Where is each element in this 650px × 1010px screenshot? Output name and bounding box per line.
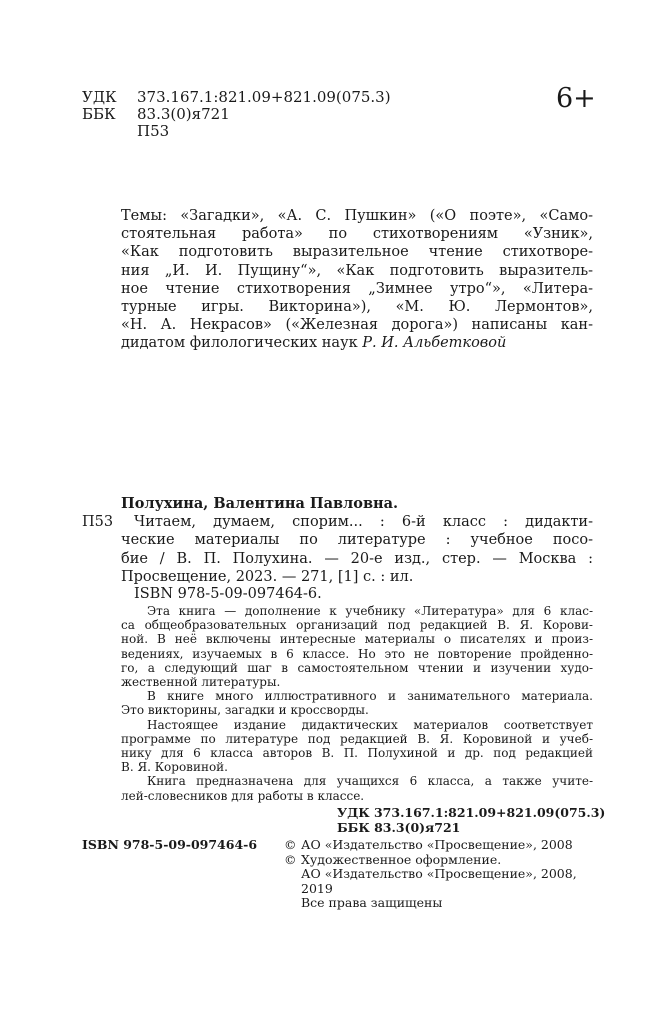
copyright-text: 2019	[301, 880, 333, 896]
copyright-line	[284, 896, 577, 911]
themes-line: «Как подготовить выразительное чтение стихотворе-	[121, 244, 593, 261]
annotation-line: программе по литературе под редакцией В. Я. Коровиной и учеб-	[121, 731, 593, 746]
udk-row	[82, 89, 391, 106]
record-author: Полухина, Валентина Павловна.	[121, 495, 399, 512]
author-mark: П53	[137, 122, 170, 140]
record-line: ческие материалы по литературе : учебное посо-	[121, 532, 593, 549]
copyright-text: АО «Издательство «Просвещение», 2008	[301, 837, 573, 852]
themes-line: Темы: «Загадки», «А. С. Пушкин» («О поэте», «Само-	[121, 208, 593, 224]
themes-author: Р. И. Альбетковой	[362, 335, 507, 352]
rights-reserved-text: Все права защищены	[301, 895, 443, 910]
copyright-line	[284, 867, 577, 882]
themes-paragraph	[121, 207, 593, 353]
themes-line-last	[121, 334, 593, 352]
bbk-row	[82, 106, 391, 123]
copyright-line	[284, 882, 577, 897]
themes-last-prefix: дидатом филологических наук	[121, 335, 363, 352]
copyright-icon: ©	[284, 851, 297, 867]
themes-line: турные игры. Викторина»), «М. Ю. Лермонтов»,	[121, 299, 593, 316]
annotation	[121, 604, 593, 803]
annotation-line: Это викторины, загадки и кроссворды.	[121, 703, 369, 718]
record-isbn: ISBN 978-5-09-097464-6.	[134, 586, 322, 602]
udk-value: 373.167.1:821.09+821.09(075.3)	[137, 88, 391, 106]
copyright-line	[284, 853, 577, 868]
annotation-line: са общеобразовательных организаций под редакцией В. Я. Корови-	[121, 618, 593, 633]
bbk-label: ББК	[82, 105, 116, 123]
copyright-icon: ©	[284, 837, 297, 852]
copyright-text: АО «Издательство «Просвещение», 2008,	[301, 866, 577, 881]
author-mark-row	[82, 123, 391, 140]
annotation-line: жественной литературы.	[121, 675, 281, 690]
record-line: бие / В. П. Полухина. — 20-е изд., стер. — Москва :	[121, 550, 593, 567]
bottom-classification	[337, 806, 605, 835]
copyright-block	[284, 838, 577, 911]
copyright-line	[284, 838, 577, 853]
age-rating: 6+	[556, 83, 596, 114]
footer-isbn: ISBN 978-5-09-097464-6	[82, 837, 258, 852]
record-description	[121, 513, 593, 586]
themes-line: «Н. А. Некрасов» («Железная дорога») написаны кан-	[121, 317, 593, 334]
bottom-udk: УДК 373.167.1:821.09+821.09(075.3)	[337, 805, 606, 820]
annotation-line: В книге много иллюстративного и занимательного материала.	[147, 689, 593, 704]
udk-label: УДК	[82, 88, 117, 106]
bbk-value: 83.3(0)я721	[137, 105, 230, 123]
annotation-line: В. Я. Коровиной.	[121, 760, 228, 775]
themes-line: ния „И. И. Пущину“», «Как подготовить выразитель-	[121, 262, 593, 279]
record-line: Читаем, думаем, спорим... : 6-й класс : дидакти-	[134, 514, 593, 530]
record-line: Просвещение, 2023. — 271, [1] с. : ил.	[121, 568, 414, 585]
themes-line: стоятельная работа» по стихотворениям «Узник»,	[121, 226, 593, 243]
themes-line: ное чтение стихотворения „Зимнее утро“», «Литера-	[121, 280, 593, 297]
annotation-line: ной. В неё включены интересные материалы о писателях и произ-	[121, 632, 593, 647]
copyright-text: Художественное оформление.	[301, 851, 502, 867]
classification-block	[82, 89, 391, 140]
annotation-line: Книга предназначена для учащихся 6 класса, а также учите-	[147, 774, 593, 789]
annotation-line: Эта книга — дополнение к учебнику «Литература» для 6 клас-	[147, 604, 593, 618]
annotation-line: ведениях, изучаемых в 6 классе. Но это не повторение пройденно-	[121, 646, 593, 661]
annotation-line: Настоящее издание дидактических материалов соответствует	[147, 717, 593, 732]
bottom-bbk: ББК 83.3(0)я721	[337, 819, 461, 835]
annotation-line: го, а следующий шаг в самостоятельном чтении и изучении худо-	[121, 660, 593, 675]
annotation-line: нику для 6 класса авторов В. П. Полухиной и др. под редакцией	[121, 746, 593, 761]
record-author-mark: П53	[82, 514, 114, 530]
annotation-line: лей-словесников для работы в классе.	[121, 788, 365, 803]
